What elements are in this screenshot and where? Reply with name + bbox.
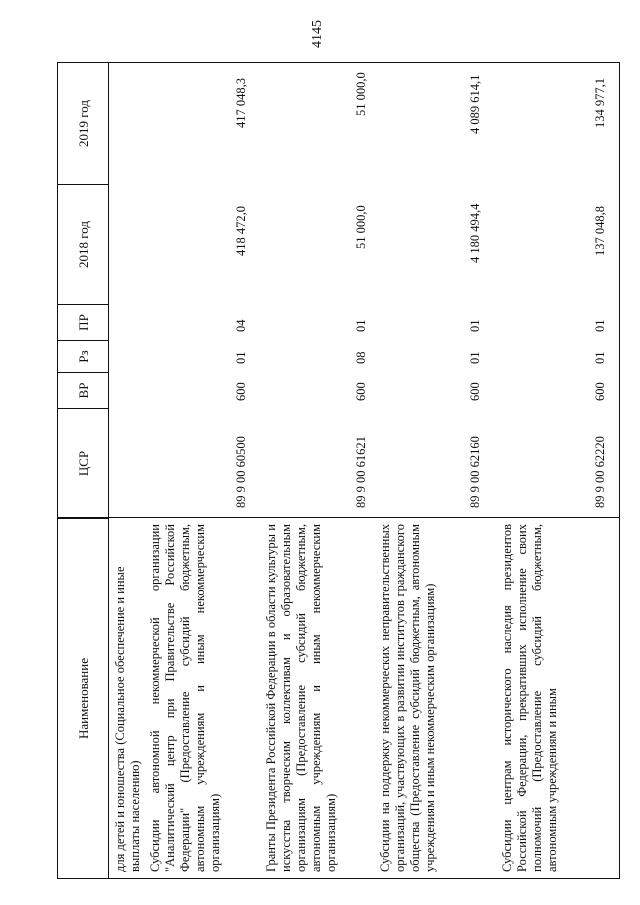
row-csr: 89 9 00 60500 [234, 436, 248, 508]
row-2018: 137 048,8 [593, 206, 607, 256]
header-csr: ЦСР [58, 408, 109, 518]
header-vr: ВР [58, 372, 109, 408]
table-row [262, 63, 374, 878]
row-csr: 89 9 00 61621 [354, 436, 368, 508]
table-sheet [57, 62, 620, 879]
row-pr: 01 [593, 319, 607, 332]
row-rz: 01 [468, 351, 482, 364]
table-row [374, 63, 494, 878]
header-rz: Рз [58, 340, 109, 372]
row-vr: 600 [354, 382, 368, 401]
table-header [58, 63, 109, 878]
budget-table [57, 62, 620, 879]
row-csr: 89 9 00 62160 [468, 436, 482, 508]
page-number [307, 14, 329, 54]
row-2018: 418 472,0 [234, 206, 248, 256]
row-vr: 600 [593, 382, 607, 401]
row-rz: 01 [593, 351, 607, 364]
row-rz: 08 [354, 351, 368, 364]
header-2019: 2019 год [75, 100, 91, 147]
row-csr: 89 9 00 62220 [593, 436, 607, 508]
row-pr: 01 [468, 319, 482, 332]
row-name: Субсидии центрам исторического наследия президентов Российской Федерации, прекративших исполнение своих полномочий (Предоставление субсидий бюджетным, автономным учреждениям и иным [500, 524, 559, 872]
column-divider [58, 517, 619, 518]
table-row [142, 63, 262, 878]
continuation-text: для детей и юношества (Социальное обеспечение и иные выплаты населению) [113, 566, 142, 872]
row-name: Субсидии автономной некоммерческой организации "Аналитический центр при Правительстве Российской Федерации" (Предоставление субсидий бюджетным, автономным учреждениям и иным некоммерческим организациям) [148, 524, 222, 872]
row-2018: 51 000,0 [354, 205, 368, 249]
row-rz: 01 [234, 351, 248, 364]
row-2019: 51 000,0 [354, 72, 368, 116]
page-number-text: 4145 [310, 20, 325, 48]
header-pr: ПР [58, 304, 109, 340]
row-vr: 600 [468, 382, 482, 401]
header-2018: 2018 год [58, 184, 109, 304]
row-2019: 4 089 614,1 [468, 74, 482, 134]
row-vr: 600 [234, 382, 248, 401]
row-2019: 417 048,3 [234, 78, 248, 128]
header-name: Наименование [58, 518, 109, 878]
table-row [494, 63, 621, 878]
row-name: Гранты Президента Российской Федерации в области культуры и искусства творческим коллективам и образовательным организациям (Предоставление субсидий бюджетным, автономным учреждениям и иным некоммерческим организациям) [264, 524, 338, 872]
row-pr: 01 [354, 319, 368, 332]
row-pr: 04 [234, 319, 248, 332]
row-name: Субсидии на поддержку некоммерческих неправительственных организаций, участвующих в развитии институтов гражданского общества (Предоставление субсидий бюджетным, автономным учреждениям и иным некоммерческим организациям) [378, 524, 437, 872]
row-2018: 4 180 494,4 [468, 203, 482, 263]
row-2019: 134 977,1 [593, 78, 607, 128]
